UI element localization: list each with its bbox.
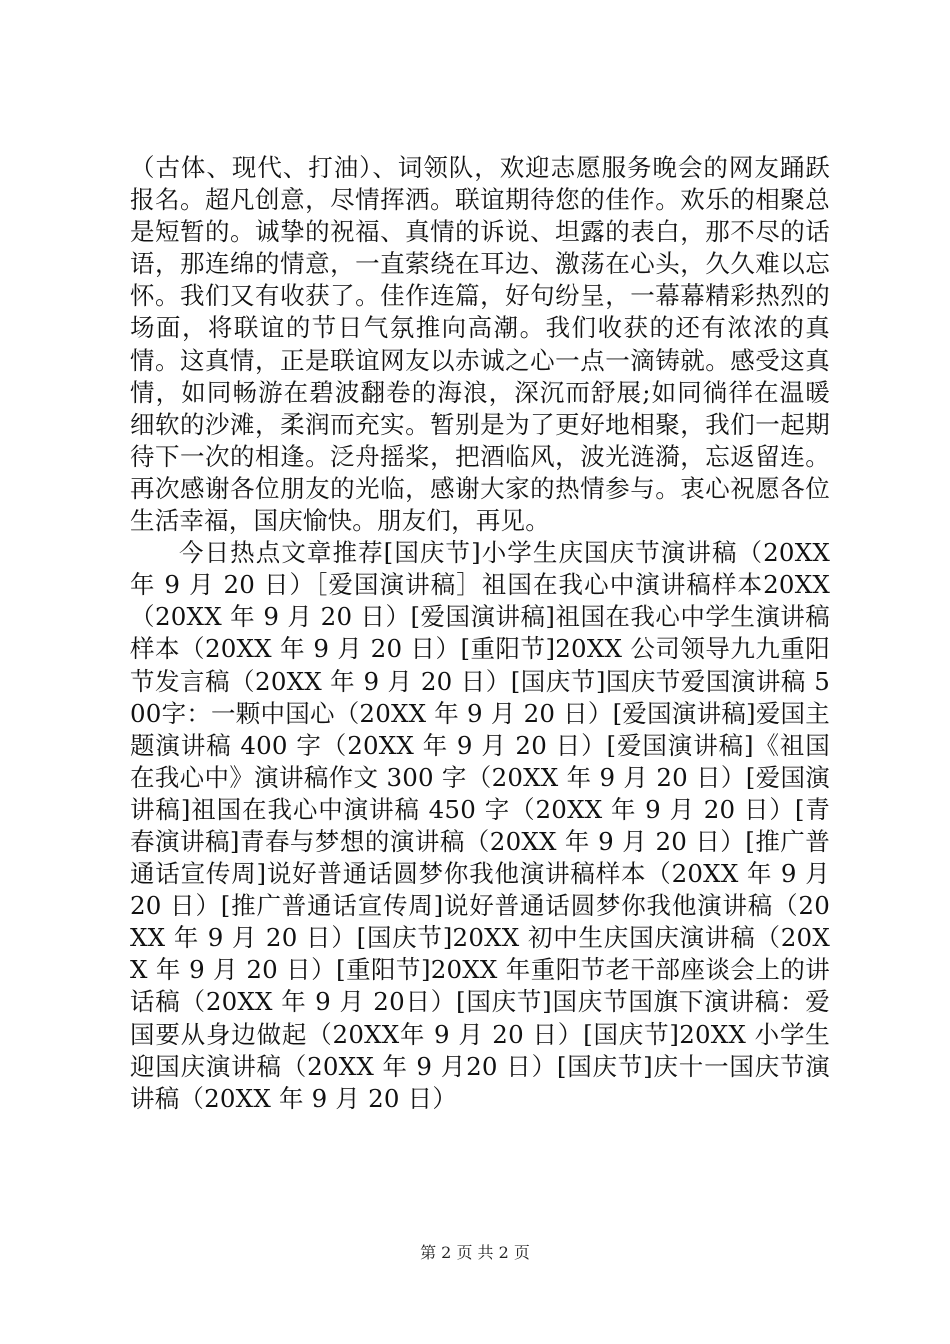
page-number-footer: 第 2 页 共 2 页 [420,1243,530,1262]
document-body [130,152,830,1115]
closing-paragraph: （古体、现代、打油）、词领队，欢迎志愿服务晚会的网友踊跃报名。超凡创意，尽情挥洒。联谊期待您的佳作。欢乐的相聚总是短暂的。诚挚的祝福、真情的诉说、坦露的表白，那不尽的话语，那连绵的情意，一直萦绕在耳边、激荡在心头，久久难以忘怀。我们又有收获了。佳作连篇，好句纷呈，一幕幕精彩热烈的场面，将联谊的节日气氛推向高潮。我们收获的还有浓浓的真情。这真情，正是联谊网友以赤诚之心一点一滴铸就。感受这真情，如同畅游在碧波翻卷的海浪，深沉而舒展;如同徜徉在温暖细软的沙滩，柔润而充实。暂别是为了更好地相聚，我们一起期待下一次的相逢。泛舟摇桨，把酒临风，波光涟漪，忘返留连。再次感谢各位朋友的光临，感谢大家的热情参与。衷心祝愿各位生活幸福，国庆愉快。朋友们，再见。 [130,153,830,536]
recommended-articles-paragraph: 今日热点文章推荐[国庆节]小学生庆国庆节演讲稿（20XX 年 9 月 20 日）［爱国演讲稿］祖国在我心中演讲稿样本20XX（20XX 年 9 月 20 日）[爱国演讲稿]祖国在我心中学生演讲稿样本（20XX 年 9 月 20 日）[重阳节]20XX 公司领导九九重阳节发言稿（20XX 年 9 月 20 日）[国庆节]国庆节爱国演讲稿 500字：一颗中国心（20XX 年 9 月 20 日）[爱国演讲稿]爱国主题演讲稿 400 字（20XX 年 9 月 20 日）[爱国演讲稿]《祖国在我心中》演讲稿作文 300 字（20XX 年 9 月 20 日）[爱国演讲稿]祖国在我心中演讲稿 450 字（20XX 年 9 月 20 日）[青春演讲稿]青春与梦想的演讲稿（20XX 年 9 月 20 日）[推广普通话宣传周]说好普通话圆梦你我他演讲稿样本（20XX 年 9 月 20 日）[推广普通话宣传周]说好普通话圆梦你我他演讲稿（20XX 年 9 月 20 日）[国庆节]20XX 初中生庆国庆演讲稿（20XX 年 9 月 20 日）[重阳节]20XX 年重阳节老干部座谈会上的讲话稿（20XX 年 9 月 20日）[国庆节]国庆节国旗下演讲稿：爱国要从身边做起（20XX年 9 月 20 日）[国庆节]20XX 小学生迎国庆演讲稿（20XX 年 9 月20 日）[国庆节]庆十一国庆节演讲稿（20XX 年 9 月 20 日） [130,538,830,1113]
